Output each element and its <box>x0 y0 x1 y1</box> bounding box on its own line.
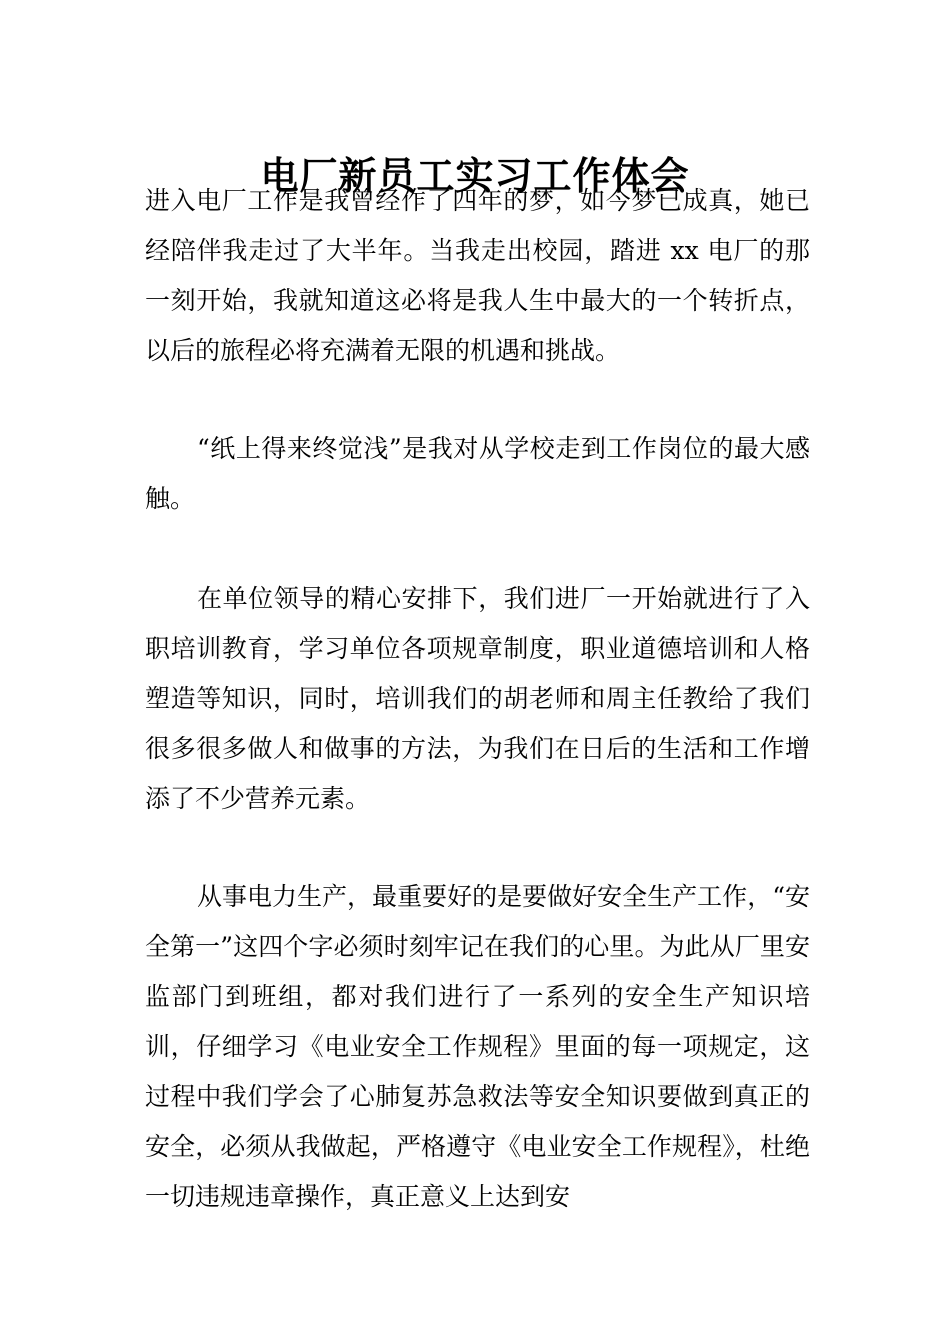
paragraph-1: 进入电厂工作是我曾经作了四年的梦，如今梦已成真，她已经陪伴我走过了大半年。当我走出校园，踏进 xx 电厂的那一刻开始，我就知道这必将是我人生中最大的一个转折点，以后的旅程必将充满着无限的机遇和挑战。 <box>145 186 810 365</box>
paragraph-4: 从事电力生产，最重要好的是要做好安全生产工作，“安全第一”这四个字必须时刻牢记在我们的心里。为此从厂里安监部门到班组，都对我们进行了一系列的安全生产知识培训，仔细学习《电业安全工作规程》里面的每一项规定，这过程中我们学会了心肺复苏急救法等安全知识要做到真正的安全，必须从我做起，严格遵守《电业安全工作规程》，杜绝一切违规违章操作，真正意义上达到安 <box>145 882 810 1211</box>
paragraph-3: 在单位领导的精心安排下，我们进厂一开始就进行了入职培训教育，学习单位各项规章制度，职业道德培训和人格塑造等知识，同时，培训我们的胡老师和周主任教给了我们很多很多做人和做事的方法，为我们在日后的生活和工作增添了不少营养元素。 <box>145 584 810 813</box>
paragraph-2: “纸上得来终觉浅”是我对从学校走到工作岗位的最大感触。 <box>145 434 810 513</box>
document-title: 电厂新员工实习工作体会 <box>260 154 690 199</box>
